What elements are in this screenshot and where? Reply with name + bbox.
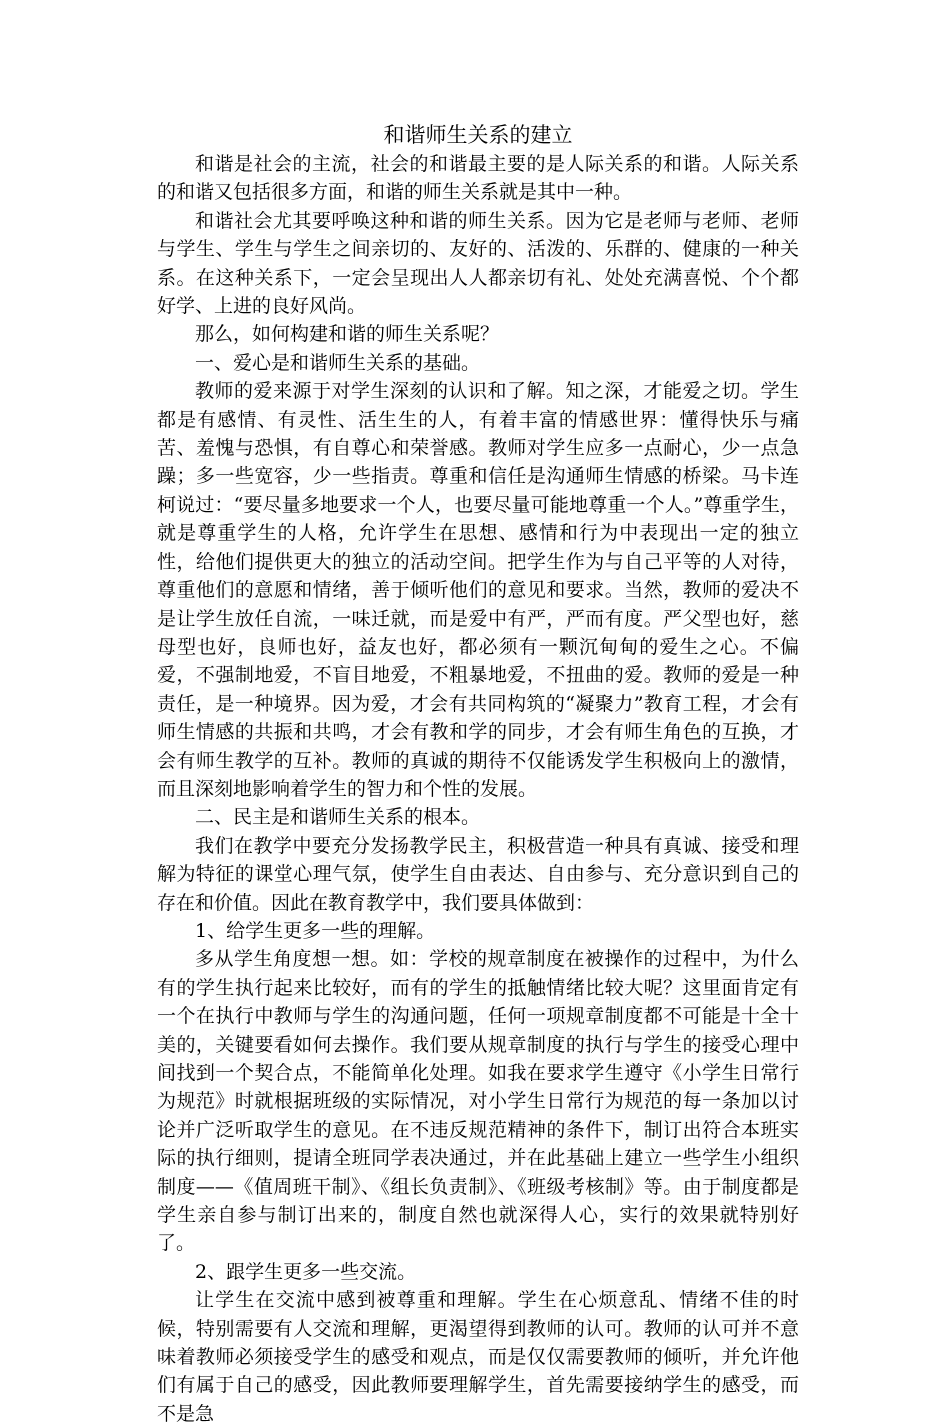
paragraph-intro-2: 和谐社会尤其要呼唤这种和谐的师生关系。因为它是老师与老师、老师与学生、学生与学生之间亲切的、友好的、活泼的、乐群的、健康的一种关系。在这种关系下，一定会呈现出人人都亲切有礼、处处充满喜悦、个个都好学、上进的良好风尚。	[157, 209, 799, 318]
section-heading-2: 二、民主是和谐师生关系的根本。	[195, 806, 481, 829]
paragraph-understanding: 多从学生角度想一想。如：学校的规章制度在被操作的过程中，为什么有的学生执行起来比较好，而有的学生的抵触情绪比较大呢？这里面肯定有一个在执行中教师与学生的沟通问题，任何一项规章制度都不可能是十全十美的，关键要看如何去操作。我们要从规章制度的执行与学生的接受心理中间找到一个契合点，不能简单化处理。如我在要求学生遵守《小学生日常行为规范》时就根据班级的实际情况，对小学生日常行为规范的每一条加以讨论并广泛听取学生的意见。在不违反规范精神的条件下，制订出符合本班实际的执行细则，提请全班同学表决通过，并在此基础上建立一些学生小组织制度——《值周班干制》、《组长负责制》、《班级考核制》等。由于制度都是学生亲自参与制订出来的，制度自然也就深得人心，实行的效果就特别好了。	[157, 948, 799, 1255]
section-heading-1: 一、爱心是和谐师生关系的基础。	[195, 351, 481, 374]
paragraph-intro-1: 和谐是社会的主流，社会的和谐最主要的是人际关系的和谐。人际关系的和谐又包括很多方面，和谐的师生关系就是其中一种。	[157, 153, 799, 204]
paragraph-communication: 让学生在交流中感到被尊重和理解。学生在心烦意乱、情绪不佳的时候，特别需要有人交流和理解，更渴望得到教师的认可。教师的认可并不意味着教师必须接受学生的感受和观点，而是仅仅需要教师的倾听，并允许他们有属于自己的感受，因此教师要理解学生，首先需要接纳学生的感受，而不是急	[157, 1289, 799, 1425]
subheading-1: 1、给学生更多一些的理解。	[195, 919, 436, 942]
document-page	[157, 120, 799, 1428]
paragraph-democracy: 我们在教学中要充分发扬教学民主，积极营造一种具有真诚、接受和理解为特征的课堂心理气氛，使学生自由表达、自由参与、充分意识到自己的存在和价值。因此在教育教学中，我们要具体做到：	[157, 834, 799, 914]
document-title: 和谐师生关系的建立	[383, 123, 573, 147]
subheading-2: 2、跟学生更多一些交流。	[195, 1260, 417, 1283]
paragraph-love: 教师的爱来源于对学生深刻的认识和了解。知之深，才能爱之切。学生都是有感情、有灵性、活生生的人，有着丰富的情感世界：懂得快乐与痛苦、羞愧与恐惧，有自尊心和荣誉感。教师对学生应多一点耐心，少一点急躁；多一些宽容，少一些指责。尊重和信任是沟通师生情感的桥梁。马卡连柯说过：“要尽量多地要求一个人，也要尽量可能地尊重一个人。”尊重学生，就是尊重学生的人格，允许学生在思想、感情和行为中表现出一定的独立性，给他们提供更大的独立的活动空间。把学生作为与自己平等的人对待，尊重他们的意愿和情绪，善于倾听他们的意见和要求。当然，教师的爱决不是让学生放任自流，一味迁就，而是爱中有严，严而有度。严父型也好，慈母型也好，良师也好，益友也好，都必须有一颗沉甸甸的爱生之心。不偏爱，不强制地爱，不盲目地爱，不粗暴地爱，不扭曲的爱。教师的爱是一种责任，是一种境界。因为爱，才会有共同构筑的“凝聚力”教育工程，才会有师生情感的共振和共鸣，才会有教和学的同步，才会有师生角色的互换，才会有师生教学的互补。教师的真诚的期待不仅能诱发学生积极向上的激情，而且深刻地影响着学生的智力和个性的发展。	[157, 380, 799, 800]
paragraph-question: 那么，如何构建和谐的师生关系呢？	[195, 323, 500, 346]
